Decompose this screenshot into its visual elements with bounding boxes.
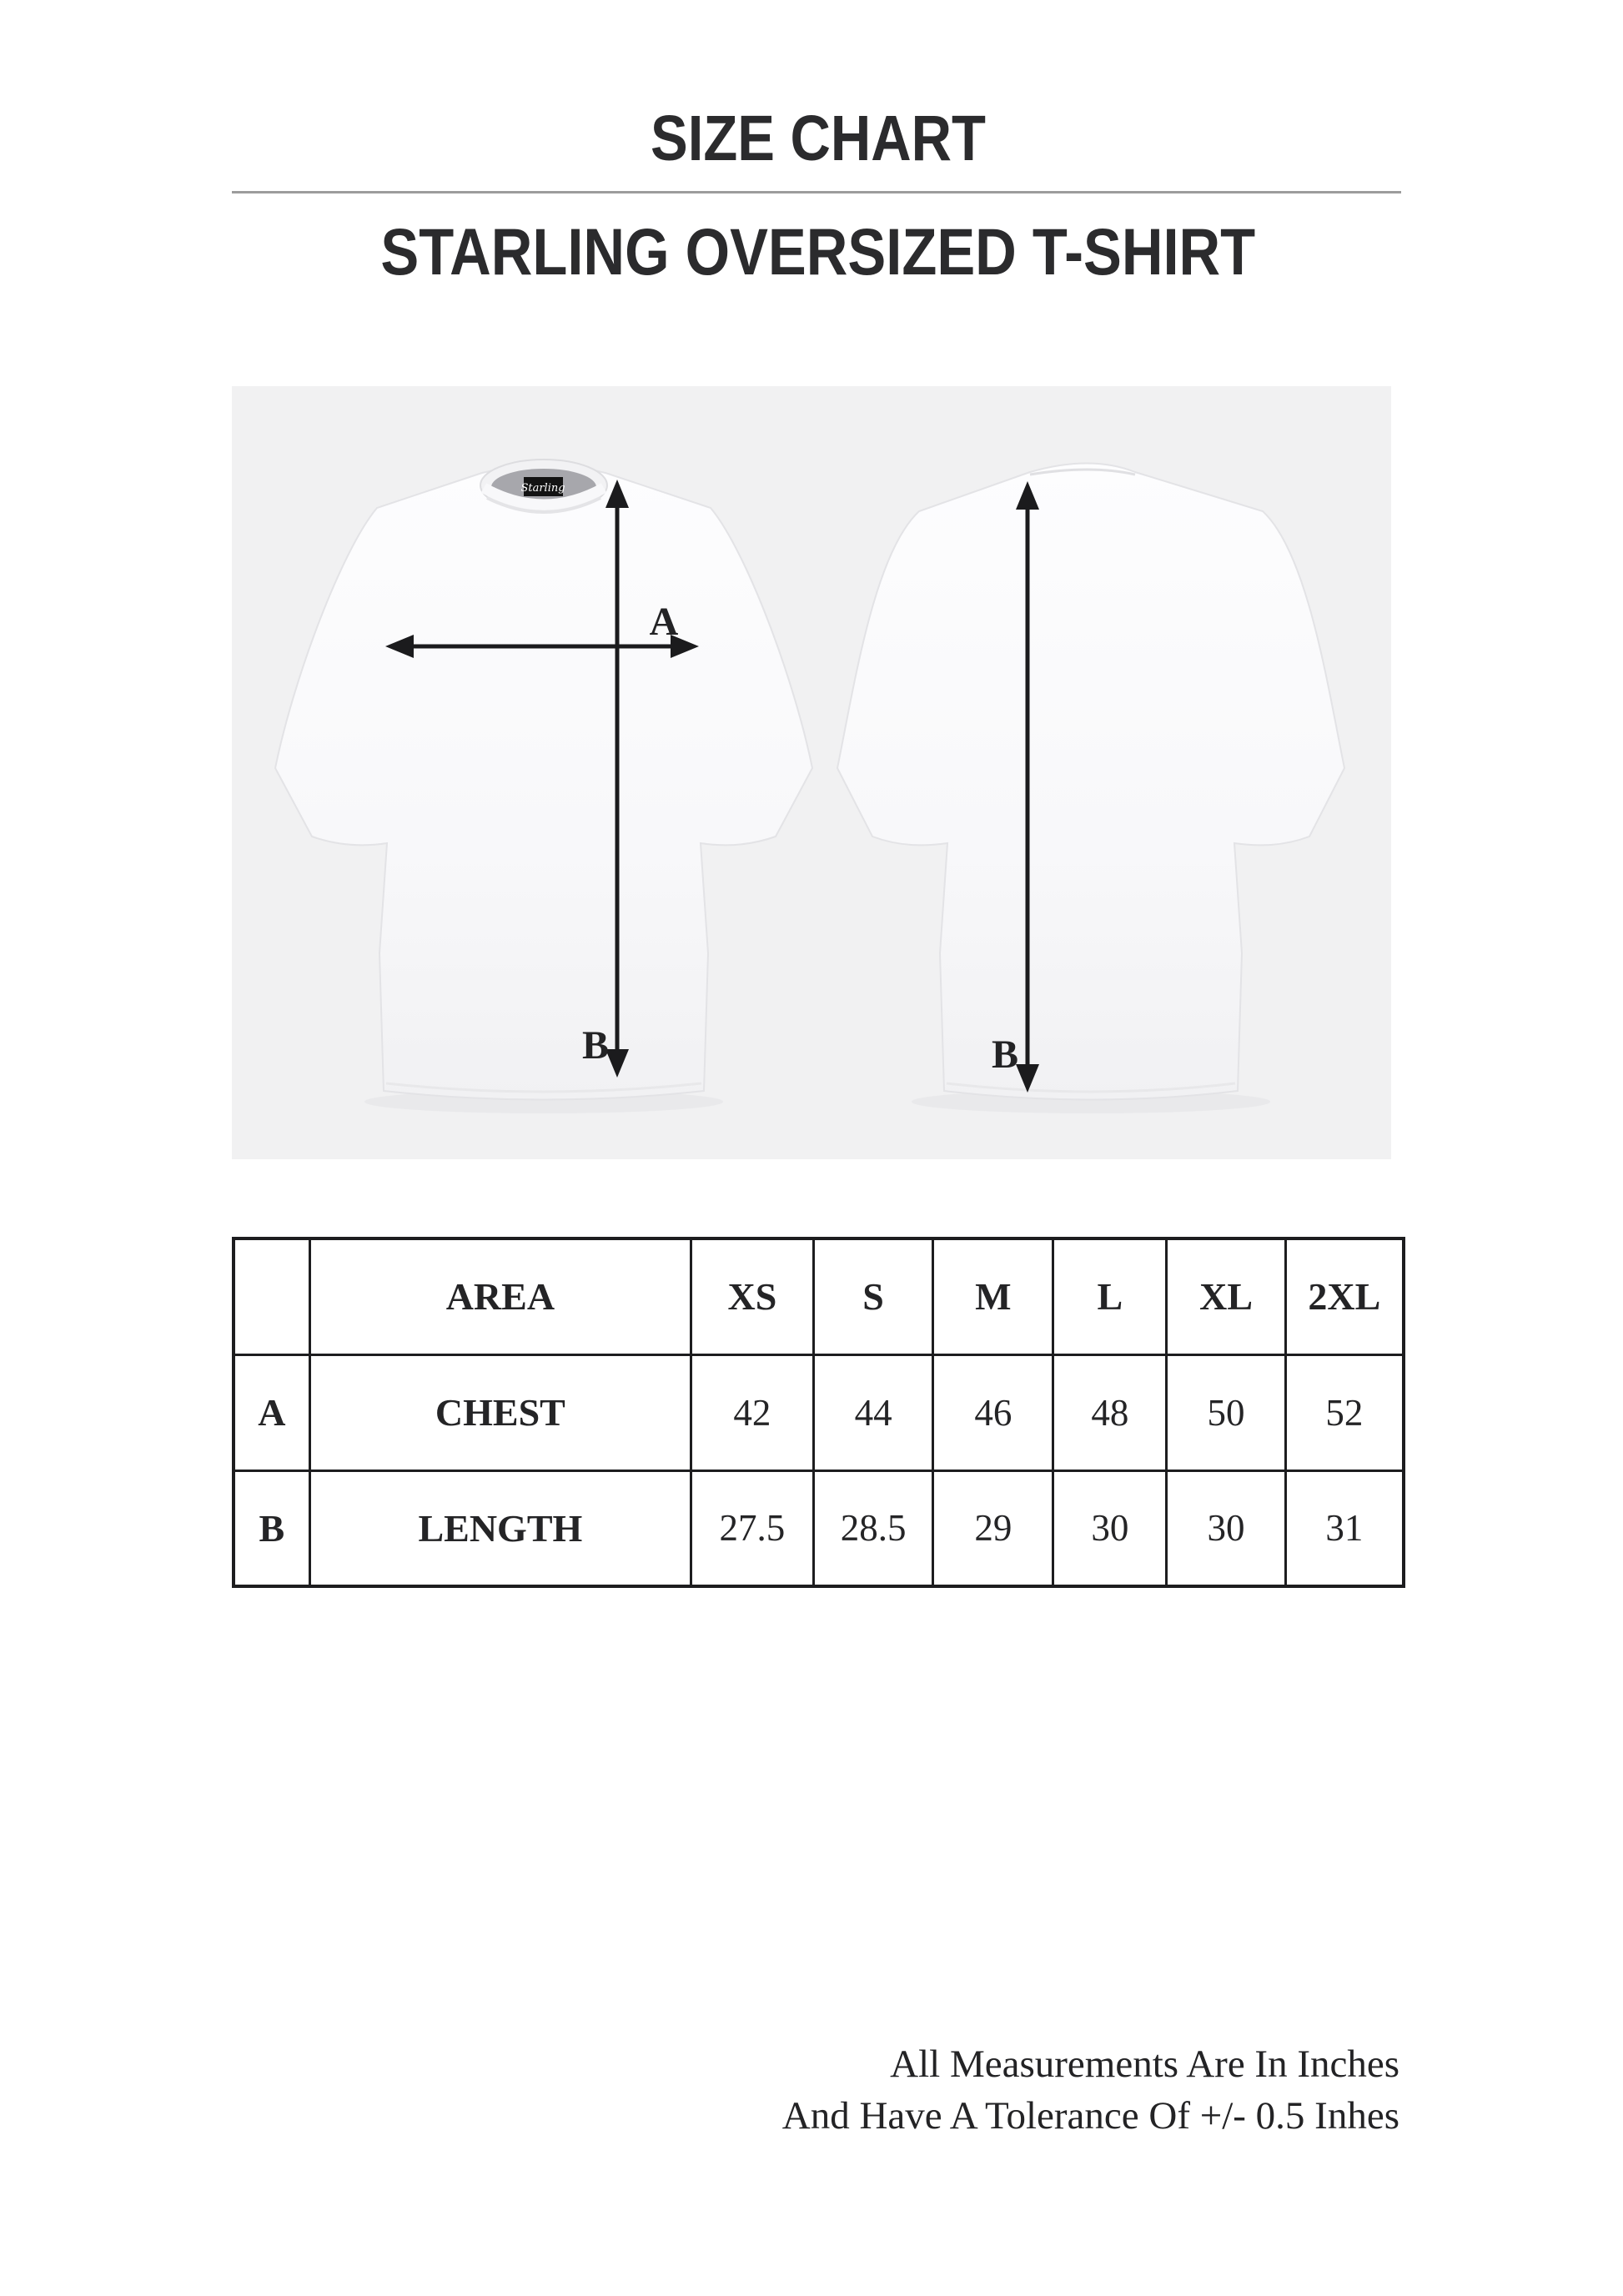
- header-divider: [232, 191, 1401, 193]
- table-header-row: [234, 1238, 1404, 1354]
- chest-xl: 50: [1167, 1354, 1285, 1470]
- header-cell-m: M: [933, 1238, 1053, 1354]
- page-title: SIZE CHART: [651, 102, 986, 174]
- tshirt-measurement-diagram: [232, 386, 1391, 1159]
- header-cell-xs: XS: [691, 1238, 814, 1354]
- measurement-note-line1: All Measurements Are In Inches: [890, 2042, 1399, 2086]
- back-tshirt-body: [837, 464, 1344, 1100]
- table-row-chest: [234, 1354, 1404, 1470]
- front-tshirt: [275, 460, 812, 1100]
- chest-xs: 42: [691, 1354, 814, 1470]
- row-key: B: [234, 1470, 309, 1586]
- measurement-note-line2: And Have A Tolerance Of +/- 0.5 Inhes: [781, 2094, 1399, 2138]
- header-cell-2xl: 2XL: [1285, 1238, 1404, 1354]
- length-2xl: 31: [1285, 1470, 1404, 1586]
- chest-2xl: 52: [1285, 1354, 1404, 1470]
- header-cell-area: AREA: [309, 1238, 691, 1354]
- back-tshirt: [837, 464, 1344, 1100]
- chest-m: 46: [933, 1354, 1053, 1470]
- measurement-note: [782, 2038, 1399, 2142]
- row-key: A: [234, 1354, 309, 1470]
- chest-l: 48: [1053, 1354, 1167, 1470]
- front-length-label: B: [581, 1023, 610, 1068]
- chest-label: A: [649, 600, 679, 644]
- page-title-row: [232, 98, 1404, 178]
- length-xl: 30: [1167, 1470, 1285, 1586]
- header-cell-s: S: [813, 1238, 933, 1354]
- size-table: [232, 1237, 1405, 1588]
- front-tshirt-body: [275, 465, 812, 1100]
- table-row-length: [234, 1470, 1404, 1586]
- header-cell-xl: XL: [1167, 1238, 1285, 1354]
- tshirt-diagram-svg: [232, 386, 1391, 1159]
- neck-tag-text: Starling: [520, 482, 565, 495]
- row-area: LENGTH: [309, 1470, 691, 1586]
- back-length-label: B: [991, 1032, 1019, 1077]
- product-title-row: [232, 210, 1404, 294]
- length-l: 30: [1053, 1470, 1167, 1586]
- length-m: 29: [933, 1470, 1053, 1586]
- row-area: CHEST: [309, 1354, 691, 1470]
- chest-s: 44: [813, 1354, 933, 1470]
- product-title: STARLING OVERSIZED T-SHIRT: [380, 214, 1256, 289]
- header-cell-l: L: [1053, 1238, 1167, 1354]
- length-s: 28.5: [813, 1470, 933, 1586]
- header-cell-blank: [234, 1238, 309, 1354]
- length-xs: 27.5: [691, 1470, 814, 1586]
